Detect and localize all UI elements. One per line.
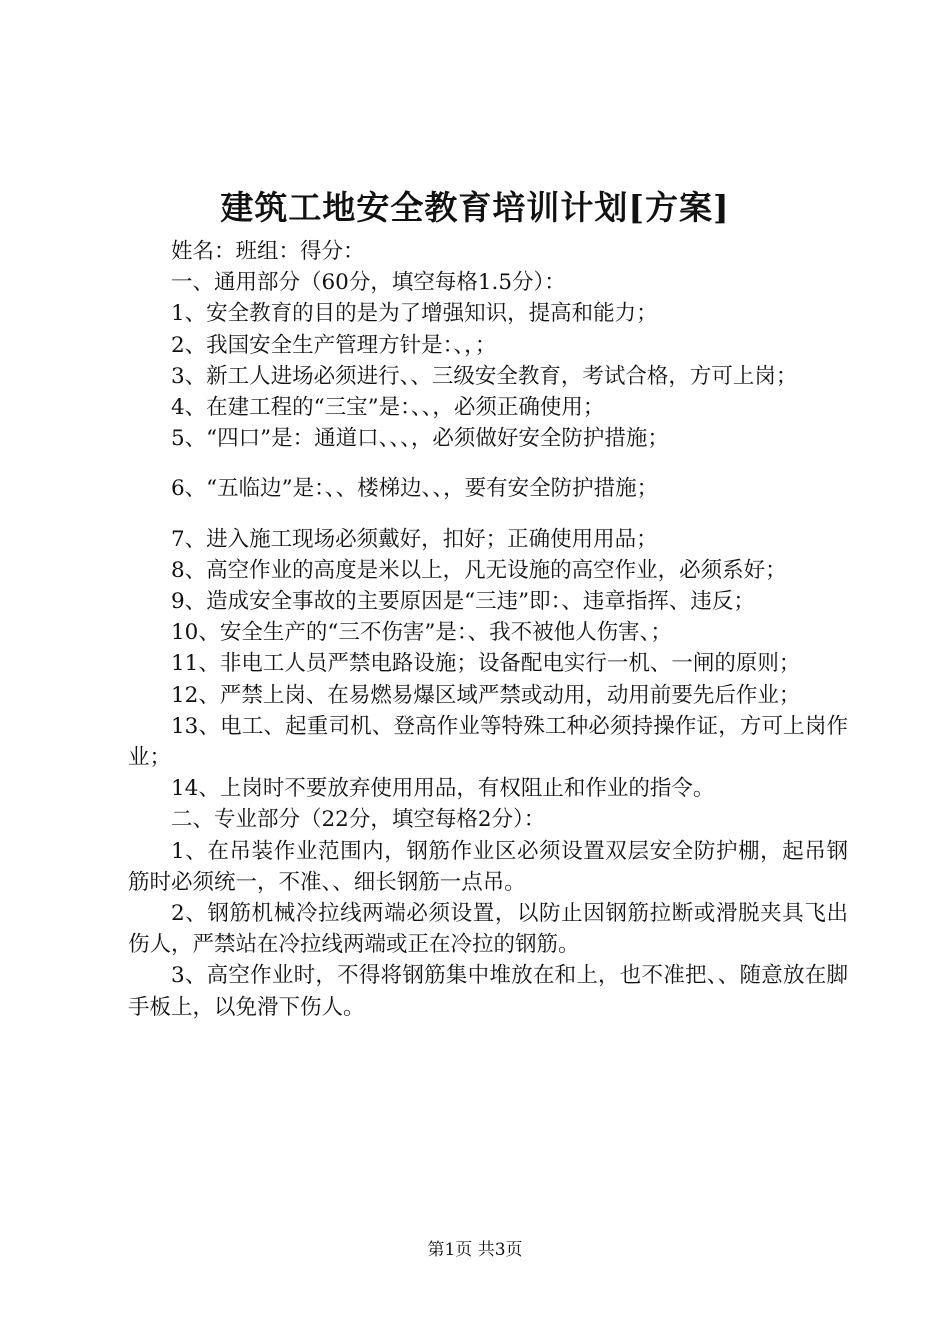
question-professional-1: 1、在吊装作业范围内，钢筋作业区必须设置双层安全防护棚，起吊钢筋时必须统一，不准、、细长钢筋一点吊。 — [128, 838, 848, 895]
name-group-score-line: 姓名：班组：得分： — [171, 239, 365, 264]
question-general-3: 3、新工人进场必须进行、、三级安全教育，考试合格，方可上岗； — [171, 363, 798, 389]
page-number-footer: 第1页 共3页 — [427, 1240, 523, 1260]
question-general-13: 13、电工、起重司机、登高作业等特殊工种必须持操作证，方可上岗作业； — [128, 713, 848, 771]
question-general-7: 7、进入施工现场必须戴好，扣好；正确使用用品； — [171, 526, 658, 552]
question-general-10: 10、安全生产的“三不伤害”是：、我不被他人伤害、； — [171, 620, 672, 646]
question-general-2: 2、我国安全生产管理方针是：、，； — [171, 332, 497, 358]
question-general-6: 6、“五临边”是：、、楼梯边、、，要有安全防护措施； — [171, 476, 659, 502]
question-general-11: 11、非电工人员严禁电路设施；设备配电实行一机、一闸的原则； — [171, 651, 801, 677]
question-general-12: 12、严禁上岗、在易燃易爆区域严禁或动用，动用前要先后作业； — [171, 682, 801, 708]
document-body — [128, 236, 848, 1023]
section-heading-general: 一、通用部分（60分，填空每格1.5分）： — [171, 270, 566, 296]
question-general-8: 8、高空作业的高度是米以上，凡无设施的高空作业，必须系好； — [171, 557, 787, 583]
question-professional-3: 3、高空作业时，不得将钢筋集中堆放在和上，也不准把、、随意放在脚手板上，以免滑下伤人。 — [128, 963, 848, 1020]
question-general-9: 9、造成安全事故的主要原因是“三违”即：、违章指挥、违反； — [171, 589, 755, 615]
question-general-5: 5、“四口”是：通道口、、、，必须做好安全防护措施； — [171, 426, 669, 452]
question-general-1: 1、安全教育的目的是为了增强知识，提高和能力； — [171, 301, 658, 327]
document-title: 建筑工地安全教育培训计划[方案] — [220, 188, 730, 227]
question-general-4: 4、在建工程的“三宝”是：、、，必须正确使用； — [171, 395, 605, 421]
question-professional-2: 2、钢筋机械冷拉线两端必须设置，以防止因钢筋拉断或滑脱夹具飞出伤人，严禁站在冷拉线两端或正在冷拉的钢筋。 — [128, 901, 848, 958]
question-general-14: 14、上岗时不要放弃使用用品，有权阻止和作业的指令。 — [171, 776, 715, 802]
section-heading-professional: 二、专业部分（22分，填空每格2分）： — [171, 807, 546, 833]
